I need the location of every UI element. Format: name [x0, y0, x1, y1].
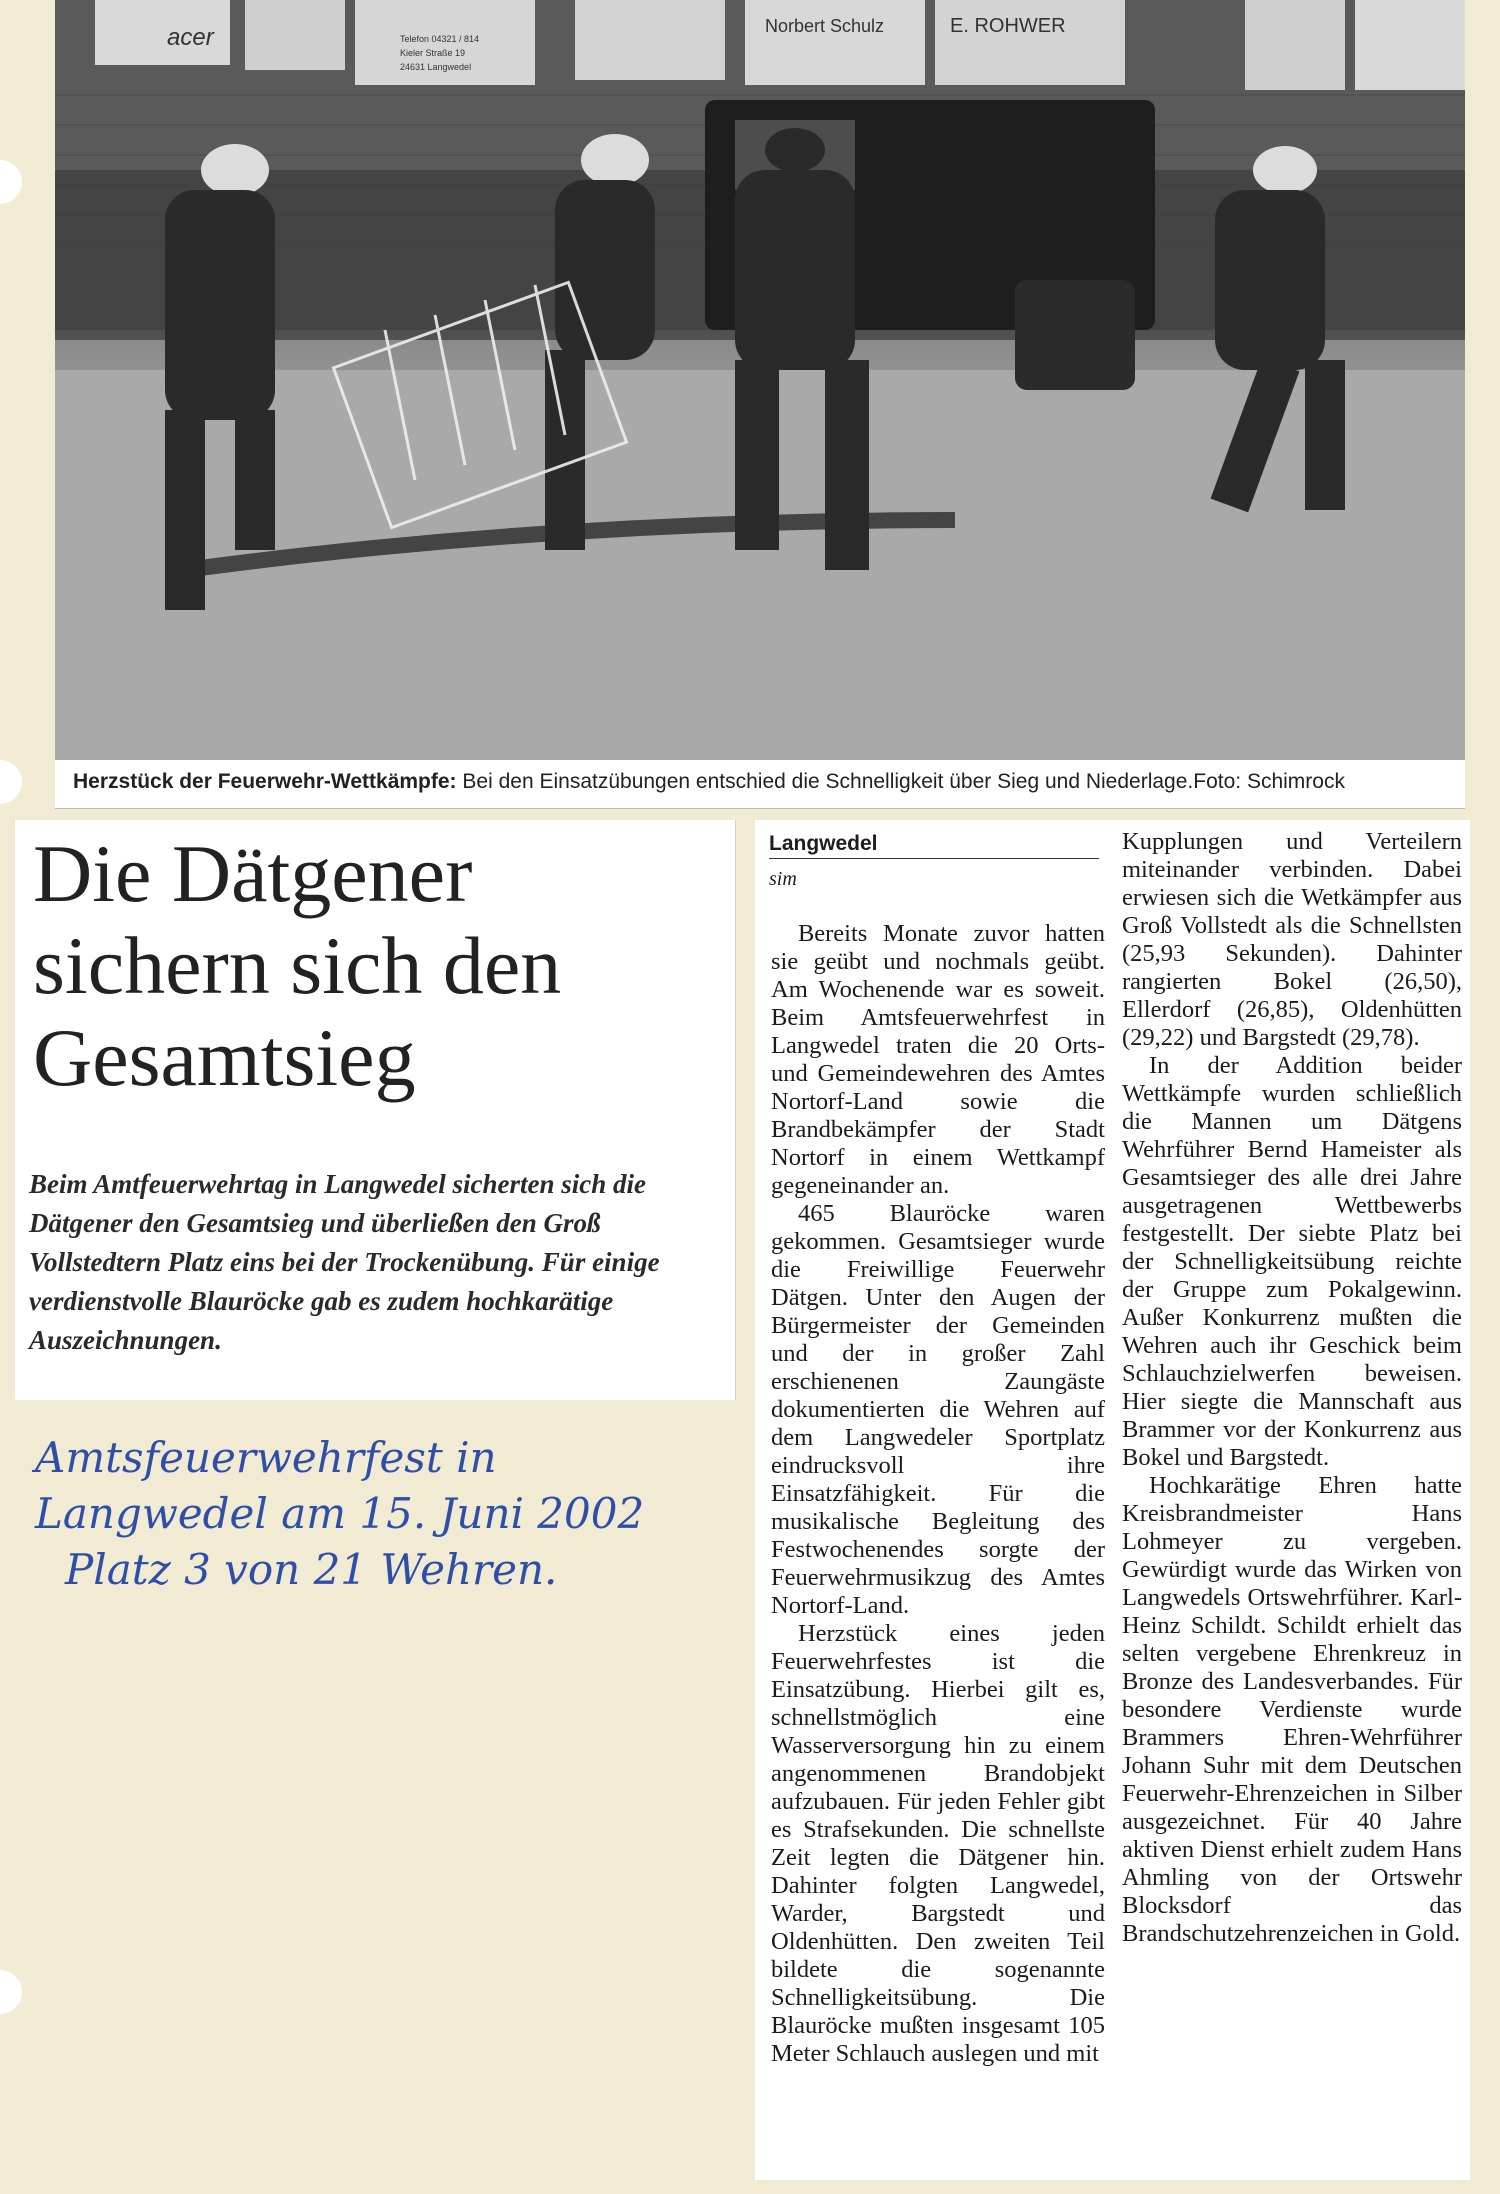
article-body [771, 920, 1105, 2068]
sign-acer: acer [167, 24, 214, 51]
headline-line: sichern sich den [33, 920, 562, 1011]
news-photo [55, 0, 1465, 760]
sign-street: Kieler Straße 19 [400, 48, 466, 58]
punch-hole [0, 1970, 22, 2014]
headline-line: Gesamtsieg [33, 1012, 416, 1103]
article-body [1122, 828, 1462, 1948]
caption-credit: Foto: Schimrock [1193, 770, 1345, 793]
punch-hole [0, 160, 22, 204]
caption-text: Bei den Einsatzübungen entschied die Schnelligkeit über Sieg und Niederlage. [462, 770, 1194, 793]
punch-hole [0, 760, 22, 804]
handwritten-note [35, 1430, 715, 1598]
photo-caption [73, 770, 1453, 794]
sign-town: 24631 Langwedel [400, 62, 472, 72]
note-line: Langwedel am 15. Juni 2002 [35, 1489, 645, 1538]
sign-schulz: Norbert Schulz [765, 16, 885, 36]
article-column-1 [755, 820, 1110, 2180]
author: sim [769, 868, 797, 890]
intro-paragraph: Beim Amtfeuerwehrtag in Langwedel sicherten sich die Dätgener den Gesamtsieg und überließen den Groß Vollstedtern Platz eins bei der Trockenübung. Für einige verdienstvolle Blauröcke gab es zudem hochkarätige Auszeichnungen. [29, 1169, 660, 1355]
paragraph: Kupplungen und Verteilern miteinander verbinden. Dabei erwiesen sich die Wetkämpfer aus Groß Vollstedt als die Schnellsten (25,93 Sekunden). Dahinter rangierten Bokel (26,50), Ellerdorf (26,85), Oldenhütten (29,22) und Bargstedt (29,78). [1122, 828, 1462, 1051]
headline-clipping [15, 820, 736, 1400]
paragraph: Bereits Monate zuvor hatten sie geübt und nochmals geübt. Am Wochenende war es soweit. Beim Amtsfeuerwehrfest in Langwedel traten die 20 Orts- und Gemeindewehren des Amtes Nortorf-Land sowie die Brandbekämpfer der Stadt Nortorf in einem Wettkampf gegeneinander an. [771, 920, 1105, 1199]
sign-phone: Telefon 04321 / 814 [400, 34, 480, 44]
dateline: Langwedel [769, 832, 1099, 859]
headline-line: Die Dätgener [33, 828, 473, 919]
paragraph: 465 Blauröcke waren gekommen. Gesamtsieger wurde die Freiwillige Feuerwehr Dätgen. Unter den Augen der Bürgermeister der Gemeinden und der in großer Zahl erschienenen Zaungäste dokumentierten die Wehren auf dem Langwedeler Sportplatz eindrucksvoll ihre Einsatzfähigkeit. Für die musikalische Begleitung des Festwochenendes sorgte der Feuerwehrmusikzug des Amtes Nortorf-Land. [771, 1200, 1105, 1619]
note-line: Amtsfeuerwehrfest in [35, 1433, 497, 1482]
caption-bold: Herzstück der Feuerwehr-Wettkämpfe: [73, 770, 457, 793]
paragraph: Herzstück eines jeden Feuerwehrfestes ist die Einsatzübung. Hierbei gilt es, schnellstmöglich eine Wasserversorgung hin zu einem angenommenen Brandobjekt aufzubauen. Für jeden Fehler gibt es Strafsekunden. Die schnellste Zeit legten die Dätgener hin. Dahinter folgten Langwedel, Warder, Bargstedt und Oldenhütten. Den zweiten Teil bildete die sogenannte Schnelligkeitsübung. Die Blauröcke mußten insgesamt 105 Meter Schlauch auslegen und mit [771, 1620, 1105, 2067]
note-line: Platz 3 von 21 Wehren. [65, 1545, 558, 1594]
article-column-2 [1110, 820, 1470, 2180]
paragraph: Hochkarätige Ehren hatte Kreisbrandmeister Hans Lohmeyer zu vergeben. Gewürdigt wurde das Wirken von Langwedels Ortswehrführer. Karl-Heinz Schildt. Schildt erhielt das selten vergebene Ehrenkreuz in Bronze des Landesverbandes. Für besondere Verdienste wurde Brammers Ehren-Wehrführer Johann Suhr mit dem Deutschen Feuerwehr-Ehrenzeichen in Silber ausgezeichnet. Für 40 Jahre aktiven Dienst erhielt zudem Hans Ahmling von der Ortswehr Blocksdorf das Brandschutzehrenzeichen in Gold. [1122, 1472, 1462, 1947]
headline [33, 828, 723, 1104]
paragraph: In der Addition beider Wettkämpfe wurden schließlich die Mannen um Dätgens Wehrführer Bernd Hameister als Gesamtsieger des alle drei Jahre ausgetragenen Wettbewerbs festgestellt. Der siebte Platz bei der Schnelligkeitsübung reichte der Gruppe zum Pokalgewinn. Außer Konkurrenz mußten die Wehren auch ihr Geschick beim Schlauchzielwerfen beweisen. Hier siegte die Mannschaft aus Brammer vor der Konkurrenz aus Bokel und Bargstedt. [1122, 1052, 1462, 1471]
sign-rohwer: E. ROHWER [950, 15, 1066, 37]
photo-caption-strip [55, 760, 1465, 809]
